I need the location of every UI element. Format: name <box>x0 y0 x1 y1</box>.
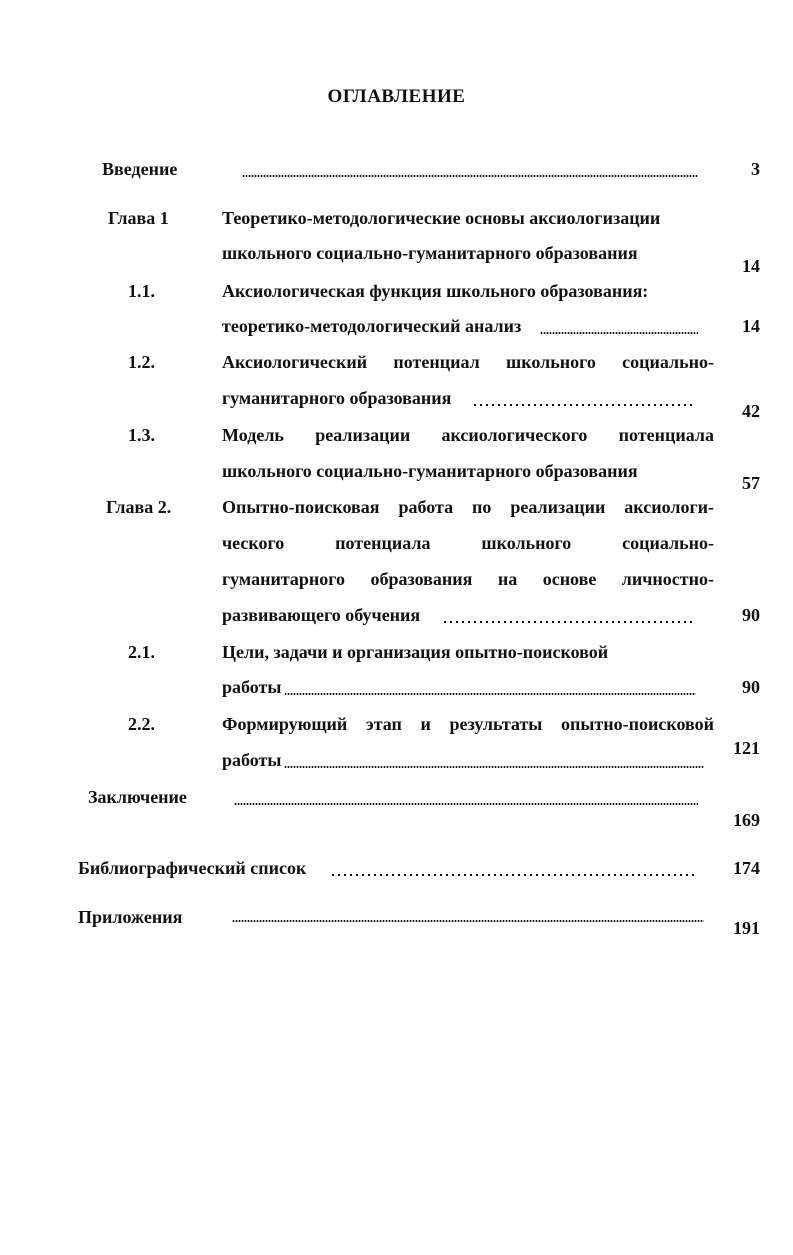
page-number: 57 <box>742 473 760 493</box>
toc-title-line: школьного социально-гуманитарного образования <box>222 243 638 263</box>
toc-title-line: Модель реализации аксиологического потенциала <box>222 425 714 445</box>
page-number: 169 <box>733 810 760 830</box>
toc-title-line: Формирующий этап и результаты опытно-поисковой <box>222 714 714 734</box>
toc-title-line: Цели, задачи и организация опытно-поисковой <box>222 642 609 662</box>
section-number: 1.2. <box>128 352 155 372</box>
leader-dots <box>540 332 698 334</box>
section-number: 1.1. <box>128 281 155 301</box>
toc-label: Введение <box>102 159 178 179</box>
page-number: 174 <box>733 858 760 878</box>
toc-title-line: гуманитарного образования на основе личностно- <box>222 569 714 589</box>
toc-label: Приложения <box>78 907 183 927</box>
toc-title-line: ческого потенциала школьного социально- <box>222 533 714 553</box>
leader-dots <box>284 693 696 695</box>
chapter-number: Глава 2. <box>106 497 172 517</box>
toc-title-line: развивающего обучения <box>222 605 421 625</box>
toc-label: Библиографический список <box>78 858 307 878</box>
toc-title-line: теоретико-методологический анализ <box>222 316 522 336</box>
leader-dots <box>442 621 696 623</box>
page-title: ОГЛАВЛЕНИЕ <box>327 86 466 107</box>
page-number: 14 <box>742 256 760 276</box>
toc-title-line: работы <box>222 750 282 770</box>
section-number: 2.2. <box>128 714 155 734</box>
toc-label: Заключение <box>88 787 187 807</box>
page-number: 191 <box>733 918 760 938</box>
toc-title-line: школьного социально-гуманитарного образования <box>222 461 638 481</box>
leader-dots <box>330 874 696 876</box>
toc-title-line: Опытно-поисковая работа по реализации аксиологи- <box>222 497 714 517</box>
page-number: 90 <box>742 677 760 697</box>
toc-title-line: Аксиологическая функция школьного образования: <box>222 281 649 301</box>
page-number: 42 <box>742 401 760 421</box>
toc-title-line: Аксиологический потенциал школьного социально- <box>222 352 714 372</box>
section-number: 2.1. <box>128 642 155 662</box>
toc-title-line: Теоретико-методологические основы аксиологизации <box>222 208 661 228</box>
page-number: 90 <box>742 605 760 625</box>
chapter-number: Глава 1 <box>108 208 169 228</box>
leader-dots <box>284 766 704 768</box>
page-number: 121 <box>733 738 760 758</box>
page-number: 14 <box>742 316 760 336</box>
section-number: 1.3. <box>128 425 155 445</box>
toc-title-line: гуманитарного образования <box>222 388 452 408</box>
leader-dots <box>472 404 696 406</box>
page-number: 3 <box>751 159 760 179</box>
leader-dots <box>234 803 698 805</box>
toc-title-line: работы <box>222 677 282 697</box>
leader-dots <box>242 175 698 177</box>
leader-dots <box>232 920 704 922</box>
